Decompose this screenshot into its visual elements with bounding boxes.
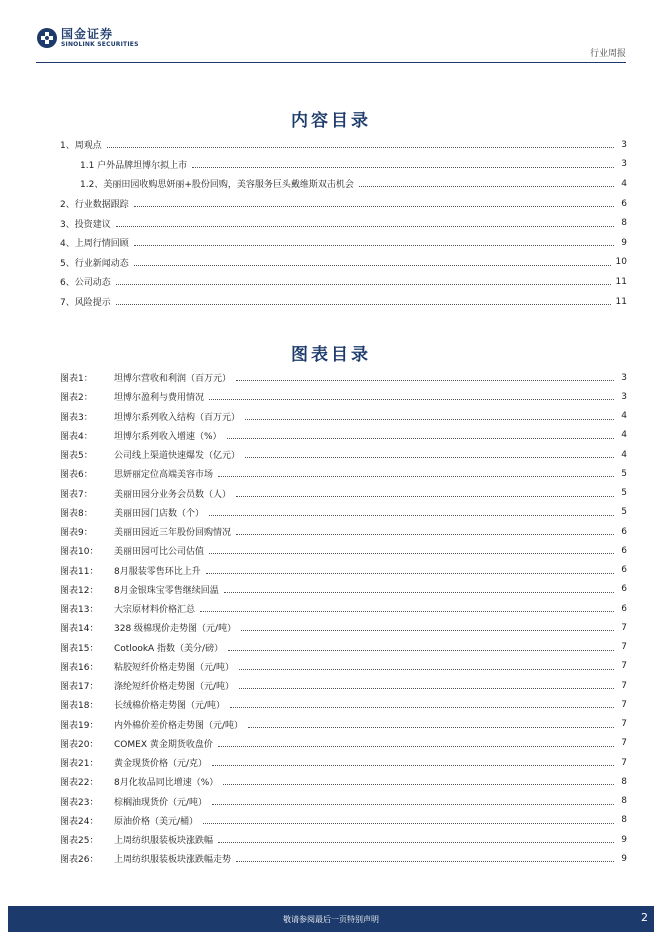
leader-dots <box>107 147 614 148</box>
toc-label: 1、周观点 <box>60 141 102 152</box>
figure-prefix: 图表20： <box>60 739 99 750</box>
list-of-figures <box>60 368 627 869</box>
figure-page: 5 <box>621 468 627 479</box>
toc-row[interactable] <box>60 272 627 292</box>
figure-row[interactable] <box>60 715 627 734</box>
toc-label: 6、公司动态 <box>60 278 111 289</box>
figure-page: 9 <box>621 853 627 864</box>
figure-page: 5 <box>621 488 627 499</box>
figure-page: 8 <box>621 776 627 787</box>
figure-page: 5 <box>621 507 627 518</box>
figure-page: 4 <box>621 449 627 460</box>
figure-page: 8 <box>621 815 627 826</box>
leader-dots <box>116 284 611 285</box>
figure-row[interactable] <box>60 599 627 618</box>
figure-prefix: 图表10： <box>60 547 99 558</box>
figure-prefix: 图表19： <box>60 720 99 731</box>
leader-dots <box>209 553 614 554</box>
figure-page: 3 <box>621 372 627 383</box>
leader-dots <box>218 842 614 843</box>
logo-text-en: SINOLINK SECURITIES <box>61 41 139 48</box>
figure-row[interactable] <box>60 753 627 772</box>
figure-label: 内外棉价差价格走势图（元/吨） <box>114 720 244 731</box>
figure-prefix: 图表3： <box>60 412 93 423</box>
logo-mark-icon <box>36 27 58 49</box>
figure-prefix: 图表2： <box>60 393 93 404</box>
figure-page: 7 <box>621 719 627 730</box>
toc-label: 2、行业数据跟踪 <box>60 200 129 211</box>
figure-page: 6 <box>621 545 627 556</box>
leader-dots <box>218 746 614 747</box>
figure-label: CotlookA 指数（美分/磅） <box>114 643 224 654</box>
figure-prefix: 图表5： <box>60 451 93 462</box>
figure-prefix: 图表26： <box>60 855 99 866</box>
figure-label: 思妍丽定位高端美容市场 <box>114 470 214 481</box>
leader-dots <box>224 592 614 593</box>
figure-row[interactable] <box>60 541 627 560</box>
figure-label: 粘胶短纤价格走势图（元/吨） <box>114 662 235 673</box>
figure-label: 上周纺织服装板块涨跌幅走势 <box>114 855 232 866</box>
figure-row[interactable] <box>60 522 627 541</box>
figure-label: 长绒棉价格走势图（元/吨） <box>114 701 226 712</box>
figure-prefix: 图表11： <box>60 566 99 577</box>
toc-page: 4 <box>621 178 627 189</box>
figure-row[interactable] <box>60 580 627 599</box>
leader-dots <box>218 476 614 477</box>
figure-page: 7 <box>621 757 627 768</box>
leader-dots <box>203 823 614 824</box>
toc-row[interactable] <box>60 292 627 312</box>
figure-row[interactable] <box>60 618 627 637</box>
toc-title: 内容目录 <box>291 111 371 131</box>
figure-label: 8月金银珠宝零售继续回温 <box>114 585 219 596</box>
toc-row[interactable] <box>60 135 627 155</box>
figure-label: 上周纺织服装板块涨跌幅 <box>114 836 214 847</box>
figure-label: 美丽田园近三年股份回购情况 <box>114 528 232 539</box>
figure-prefix: 图表6： <box>60 470 93 481</box>
figure-label: 8月服装零售环比上升 <box>114 566 201 577</box>
leader-dots <box>236 496 614 497</box>
figures-title: 图表目录 <box>291 345 371 365</box>
figure-prefix: 图表22： <box>60 778 99 789</box>
figure-prefix: 图表21： <box>60 759 99 770</box>
toc-row[interactable] <box>60 155 627 175</box>
figure-row[interactable] <box>60 464 627 483</box>
leader-dots <box>236 380 614 381</box>
figure-page: 7 <box>621 699 627 710</box>
figure-row[interactable] <box>60 772 627 791</box>
toc-row[interactable] <box>60 174 627 194</box>
figure-row[interactable] <box>60 407 627 426</box>
table-of-contents <box>60 135 627 311</box>
leader-dots <box>236 534 614 535</box>
figure-page: 9 <box>621 834 627 845</box>
figure-row[interactable] <box>60 676 627 695</box>
figure-label: 原油价格（美元/桶） <box>114 816 199 827</box>
figure-prefix: 图表15： <box>60 643 99 654</box>
figure-page: 7 <box>621 661 627 672</box>
figure-row[interactable] <box>60 445 627 464</box>
figure-row[interactable] <box>60 734 627 753</box>
figure-page: 6 <box>621 603 627 614</box>
toc-label: 1.1 户外品牌坦博尔拟上市 <box>80 160 188 171</box>
figure-row[interactable] <box>60 657 627 676</box>
figure-row[interactable] <box>60 830 627 849</box>
toc-label: 3、投资建议 <box>60 219 111 230</box>
figure-page: 3 <box>621 391 627 402</box>
figure-page: 4 <box>621 411 627 422</box>
figure-prefix: 图表8： <box>60 508 93 519</box>
figure-row[interactable] <box>60 849 627 868</box>
figure-label: 坦博尔系列收入增速（%） <box>114 431 222 442</box>
toc-page: 3 <box>621 159 627 170</box>
figure-page: 6 <box>621 584 627 595</box>
toc-row[interactable] <box>60 253 627 273</box>
figure-row[interactable] <box>60 561 627 580</box>
figure-row[interactable] <box>60 638 627 657</box>
figure-page: 7 <box>621 622 627 633</box>
leader-dots <box>212 804 614 805</box>
figure-label: 大宗原材料价格汇总 <box>114 605 196 616</box>
page-footer <box>8 906 654 932</box>
figure-prefix: 图表23： <box>60 797 99 808</box>
figure-label: 涤纶短纤价格走势图（元/吨） <box>114 682 235 693</box>
figure-prefix: 图表18： <box>60 701 99 712</box>
leader-dots <box>239 669 614 670</box>
figure-label: 美丽田园门店数（个） <box>114 508 205 519</box>
toc-label: 4、上周行情回顾 <box>60 239 129 250</box>
toc-page: 8 <box>621 218 627 229</box>
figure-prefix: 图表13： <box>60 605 99 616</box>
toc-label: 5、行业新闻动态 <box>60 258 129 269</box>
toc-row[interactable] <box>60 213 627 233</box>
figure-label: 公司线上渠道快速爆发（亿元） <box>114 451 241 462</box>
toc-page: 9 <box>621 237 627 248</box>
toc-label: 7、风险提示 <box>60 298 111 309</box>
figure-page: 8 <box>621 796 627 807</box>
figure-prefix: 图表17： <box>60 682 99 693</box>
toc-page: 11 <box>615 276 627 287</box>
figure-row[interactable] <box>60 426 627 445</box>
figure-page: 7 <box>621 738 627 749</box>
header-divider <box>36 62 626 63</box>
leader-dots <box>209 399 614 400</box>
figure-row[interactable] <box>60 503 627 522</box>
figure-page: 6 <box>621 565 627 576</box>
figure-page: 6 <box>621 526 627 537</box>
leader-dots <box>241 630 614 631</box>
leader-dots <box>134 206 614 207</box>
page-header <box>0 0 662 64</box>
figure-prefix: 图表7： <box>60 489 93 500</box>
leader-dots <box>209 515 614 516</box>
leader-dots <box>230 707 614 708</box>
leader-dots <box>116 304 611 305</box>
leader-dots <box>245 419 614 420</box>
toc-page: 11 <box>615 296 627 307</box>
figure-label: 美丽田园分业务会员数（人） <box>114 489 232 500</box>
figure-row[interactable] <box>60 368 627 387</box>
logo-text-cn: 国金证券 <box>61 27 114 41</box>
leader-dots <box>248 727 614 728</box>
figure-row[interactable] <box>60 695 627 714</box>
report-type: 行业周报 <box>589 49 626 59</box>
toc-page: 10 <box>615 257 627 268</box>
figure-row[interactable] <box>60 792 627 811</box>
leader-dots <box>116 226 614 227</box>
leader-dots <box>200 611 614 612</box>
leader-dots <box>134 245 614 246</box>
company-logo <box>36 27 176 51</box>
leader-dots <box>236 861 614 862</box>
toc-label: 1.2、美丽田园收购思妍丽+股份回购，美容服务巨头戴维斯双击机会 <box>80 180 354 191</box>
figure-row[interactable] <box>60 387 627 406</box>
figure-label: 8月化妆品同比增速（%） <box>114 778 219 789</box>
leader-dots <box>223 784 614 785</box>
toc-page: 3 <box>621 139 627 150</box>
page-number: 2 <box>641 911 648 924</box>
leader-dots <box>239 688 614 689</box>
figure-prefix: 图表25： <box>60 836 99 847</box>
figure-prefix: 图表4： <box>60 431 93 442</box>
figure-prefix: 图表9： <box>60 528 93 539</box>
figure-prefix: 图表1： <box>60 374 93 385</box>
figure-label: 黄金现货价格（元/克） <box>114 759 208 770</box>
leader-dots <box>227 438 614 439</box>
figure-page: 7 <box>621 680 627 691</box>
figure-label: COMEX 黄金期货收盘价 <box>114 739 213 750</box>
figure-prefix: 图表24： <box>60 816 99 827</box>
figure-label: 坦博尔系列收入结构（百万元） <box>114 412 241 423</box>
figure-row[interactable] <box>60 484 627 503</box>
figure-label: 坦博尔盈利与费用情况 <box>114 393 205 404</box>
leader-dots <box>134 265 611 266</box>
figure-row[interactable] <box>60 811 627 830</box>
toc-row[interactable] <box>60 194 627 214</box>
leader-dots <box>245 457 614 458</box>
figure-label: 棕榈油现货价（元/吨） <box>114 797 208 808</box>
leader-dots <box>192 167 614 168</box>
toc-page: 6 <box>621 198 627 209</box>
leader-dots <box>206 573 614 574</box>
leader-dots <box>359 186 614 187</box>
figure-prefix: 图表16： <box>60 662 99 673</box>
toc-row[interactable] <box>60 233 627 253</box>
footer-disclaimer: 敬请参阅最后一页特别声明 <box>283 915 379 924</box>
figure-prefix: 图表12： <box>60 585 99 596</box>
figure-label: 328 级棉现价走势图（元/吨） <box>114 624 237 635</box>
figure-prefix: 图表14： <box>60 624 99 635</box>
figure-label: 坦博尔营收和利润（百万元） <box>114 374 232 385</box>
leader-dots <box>228 650 614 651</box>
figure-page: 7 <box>621 642 627 653</box>
figure-page: 4 <box>621 430 627 441</box>
figure-label: 美丽田园可比公司估值 <box>114 547 205 558</box>
leader-dots <box>212 765 614 766</box>
